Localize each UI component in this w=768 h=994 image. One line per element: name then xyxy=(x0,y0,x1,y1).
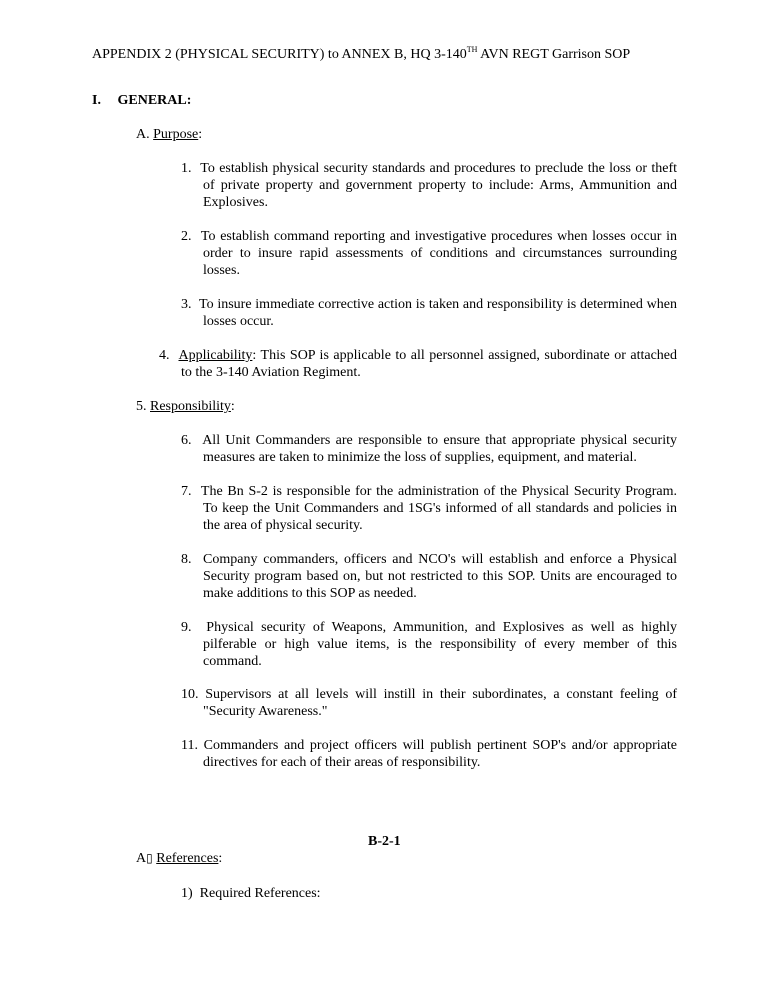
purpose-item-1 xyxy=(158,160,677,211)
item-number: 7. xyxy=(181,484,192,499)
item-number: 2. xyxy=(181,229,192,244)
applicability-text: This SOP is applicable to all personnel assigned, subordinate or attached to the 3-140 Aviation Regiment. xyxy=(181,348,678,380)
item-text: All Unit Commanders are responsible to ensure that appropriate physical security measures are taken to minimize the loss of supplies, equipment, and material. xyxy=(202,433,678,465)
responsibility-item-6 xyxy=(158,432,677,466)
page-number: B-2-1 xyxy=(368,834,401,849)
item-number: 8. xyxy=(181,552,192,567)
item-text: Commanders and project officers will publish pertinent SOP's and/or appropriate directives for each of their areas of responsibility. xyxy=(203,738,677,770)
applicability-paragraph xyxy=(136,347,677,381)
page-header xyxy=(92,46,692,63)
purpose-label: Purpose xyxy=(153,127,199,142)
responsibility-label: Responsibility xyxy=(150,399,231,414)
header-superscript: TH xyxy=(466,45,478,54)
required-references xyxy=(181,885,321,902)
item-number: 6. xyxy=(181,433,192,448)
item-text: Company commanders, officers and NCO's will establish and enforce a Physical Security program based on, but not restricted to this SOP. Units are encouraged to make additions to this SOP as needed. xyxy=(203,552,677,601)
header-prefix: APPENDIX 2 (PHYSICAL SECURITY) to ANNEX B, HQ 3-140 xyxy=(92,47,467,62)
item-number: 9. xyxy=(181,620,192,635)
section-heading xyxy=(92,92,191,109)
responsibility-item-10 xyxy=(158,686,677,720)
responsibility-item-11 xyxy=(158,737,677,771)
applicability-number: 4. xyxy=(159,348,170,363)
item-text: The Bn S-2 is responsible for the administration of the Physical Security Program. To keep the Unit Commanders and 1SG's informed of all standards and policies in the area of physical security. xyxy=(200,484,677,533)
references-colon: : xyxy=(218,851,223,866)
header-suffix: AVN REGT Garrison SOP xyxy=(477,47,631,62)
item-number: 3. xyxy=(181,297,192,312)
applicability-label: Applicability xyxy=(178,348,253,363)
section-number: I. xyxy=(92,93,101,108)
applicability-colon: : xyxy=(252,348,257,363)
responsibility-heading xyxy=(136,398,235,415)
item-text: Supervisors at all levels will instill in their subordinates, a constant feeling of "Security Awareness." xyxy=(203,687,677,719)
purpose-item-2 xyxy=(158,228,677,279)
item-number: 1. xyxy=(181,161,192,176)
section-title: GENERAL: xyxy=(117,93,192,108)
references-label: References xyxy=(156,851,219,866)
responsibility-item-8 xyxy=(158,551,677,602)
responsibility-item-7 xyxy=(158,483,677,534)
references-heading xyxy=(136,850,222,867)
item-text: To establish physical security standards and procedures to preclude the loss or theft of private property and government property to include: Arms, Ammunition and Explosives. xyxy=(200,161,678,210)
item-text: To insure immediate corrective action is taken and responsibility is determined when losses occur. xyxy=(199,297,677,329)
item-text: To establish command reporting and investigative procedures when losses occur in order to insure rapid assessments of conditions and circumstances surrounding losses. xyxy=(200,229,678,278)
item-number: 10. xyxy=(181,687,199,702)
purpose-item-3 xyxy=(158,296,677,330)
responsibility-colon: : xyxy=(230,399,235,414)
references-letter: A xyxy=(136,851,147,866)
missing-glyph-icon: ▯ xyxy=(146,851,153,865)
item-number: 11. xyxy=(181,738,198,753)
required-references-number: 1) xyxy=(181,886,193,901)
responsibility-item-9 xyxy=(158,619,677,670)
purpose-letter: A. xyxy=(136,127,150,142)
purpose-heading xyxy=(136,126,202,143)
required-references-text: Required References: xyxy=(199,886,321,901)
item-text: Physical security of Weapons, Ammunition, and Explosives as well as highly pilferable or high value items, is the responsibility of every member of this command. xyxy=(203,620,678,669)
responsibility-number: 5. xyxy=(136,399,147,414)
purpose-colon: : xyxy=(198,127,203,142)
